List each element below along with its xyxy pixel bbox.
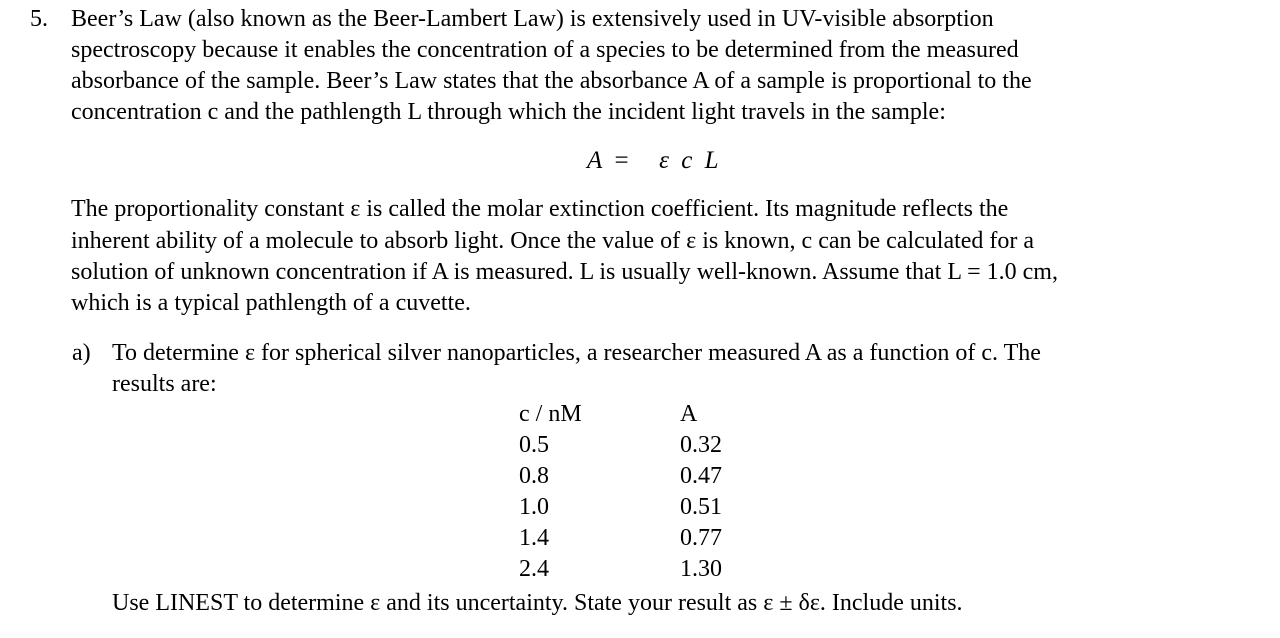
intro-line-3: absorbance of the sample. Beer’s Law states that the absorbance A of a sample is proportional to the (71, 68, 1032, 94)
question-number: 5. (30, 6, 48, 32)
para2-line-2: inherent ability of a molecule to absorb light. Once the value of ε is known, c can be calculated for a (71, 228, 1035, 254)
equation-L: L (704, 147, 719, 174)
table-row (519, 461, 760, 492)
table-row (519, 492, 760, 523)
cell-absorbance: 0.51 (680, 494, 722, 520)
table-row (519, 430, 760, 461)
part-a-line-1: To determine ε for spherical silver nanoparticles, a researcher measured A as a function of c. The (112, 340, 1041, 366)
para2-line-3: solution of unknown concentration if A is measured. L is usually well-known. Assume that L = 1.0 cm, (71, 259, 1058, 285)
cell-absorbance: 1.30 (680, 556, 722, 582)
table-header-row (519, 399, 760, 430)
cell-concentration: 1.4 (519, 525, 549, 551)
table-row (519, 523, 760, 554)
equation-equals: = (614, 147, 629, 174)
intro-line-1: Beer’s Law (also known as the Beer-Lambert Law) is extensively used in UV-visible absorption (71, 6, 994, 32)
intro-line-4: concentration c and the pathlength L through which the incident light travels in the sample: (71, 99, 946, 125)
part-a-label: a) (72, 340, 91, 366)
para2-line-1: The proportionality constant ε is called the molar extinction coefficient. Its magnitude reflects the (71, 196, 1009, 222)
equation-lhs: A (587, 147, 603, 174)
cell-concentration: 0.8 (519, 463, 549, 489)
cell-concentration: 1.0 (519, 494, 549, 520)
cell-absorbance: 0.77 (680, 525, 722, 551)
para2-line-4: which is a typical pathlength of a cuvette. (71, 290, 471, 316)
part-a-instruction: Use LINEST to determine ε and its uncertainty. State your result as ε ± δε. Include units. (112, 590, 963, 616)
header-concentration: c / nM (519, 401, 582, 427)
equation-c: c (681, 147, 693, 174)
header-absorbance: A (680, 401, 698, 427)
intro-line-2: spectroscopy because it enables the concentration of a species to be determined from the measured (71, 37, 1019, 63)
part-a-line-2: results are: (112, 371, 217, 397)
table-row (519, 554, 760, 585)
cell-absorbance: 0.32 (680, 432, 722, 458)
absorbance-data-table (519, 399, 760, 585)
cell-concentration: 2.4 (519, 556, 549, 582)
cell-absorbance: 0.47 (680, 463, 722, 489)
cell-concentration: 0.5 (519, 432, 549, 458)
beers-law-equation (587, 145, 719, 176)
equation-epsilon: ε (659, 147, 669, 174)
